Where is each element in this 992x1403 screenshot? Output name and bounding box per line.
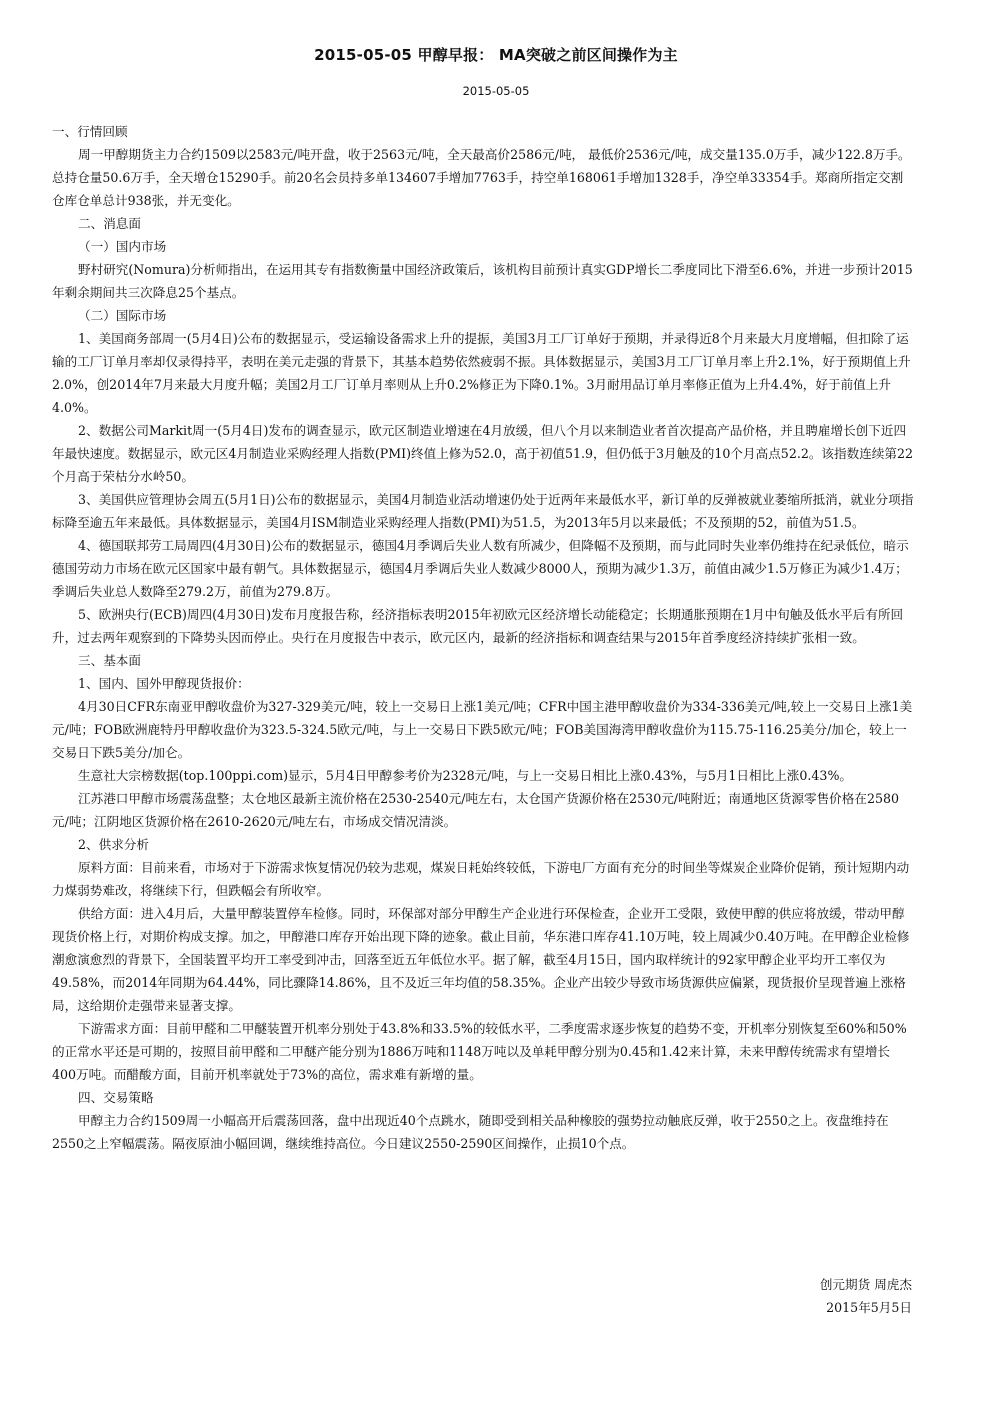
paragraph-raw-materials: 原料方面：目前来看，市场对于下游需求恢复情况仍较为悲观，煤炭日耗始终较低，下游电厂方面有充分的时间坐等煤炭企业降价促销，预计短期内动力煤弱势难改，将继续下行，但跌幅会有所收窄。 — [52, 860, 910, 898]
subheading-domestic-market: （一）国内市场 — [78, 239, 167, 254]
paragraph-trading-strategy: 甲醇主力合约1509周一小幅高开后震荡回落，盘中出现近40个点跳水，随即受到相关品种橡胶的强势拉动触底反弹，收于2550之上。夜盘维持在2550之上窄幅震荡。隔夜原油小幅回调，继续维持高位。今日建议2550-2590区间操作，止损10个点。 — [52, 1113, 889, 1151]
paragraph-downstream-demand: 下游需求方面：目前甲醛和二甲醚装置开机率分别处于43.8%和33.5%的较低水平，二季度需求逐步恢复的趋势不变，开机率分别恢复至60%和50%的正常水平还是可期的，按照目前甲醛和二甲醚产能分别为1886万吨和1148万吨以及单耗甲醇分别为0.45和1.42来计算，未来甲醇传统需求有望增长400万吨。而醋酸方面，目前开机率就处于73%的高位，需求难有新增的量。 — [52, 1021, 907, 1082]
paragraph-supply: 供给方面：进入4月后，大量甲醇装置停车检修。同时，环保部对部分甲醇生产企业进行环保检查，企业开工受限，致使甲醇的供应将放缓，带动甲醇现货价格上行，对期价构成支撑。加之，甲醇港口库存开始出现下降的迹象。截止目前，华东港口库存41.10万吨，较上周减少0.40万吨。在甲醇企业检修潮愈演愈烈的背景下，全国装置平均开工率受到冲击，回落至近五年低位水平。据了解，截至4月15日，国内取样统计的92家甲醇企业平均开工率仅为49.58%，而2014年同期为64.44%，同比骤降14.86%，且不及近三年均值的58.35%。企业产出较少导致市场货源供应偏紧，现货报价呈现普遍上涨格局，这给期价走强带来显著支撑。 — [52, 906, 910, 1013]
section-heading-market-review: 一、行情回顾 — [52, 124, 128, 139]
section-heading-news: 二、消息面 — [78, 216, 141, 231]
paragraph-intl-news-3: 3、美国供应管理协会周五(5月1日)公布的数据显示，美国4月制造业活动增速仍处于近两年来最低水平，新订单的反弹被就业萎缩所抵消，就业分项指标降至逾五年来最低。具体数据显示，美国4月ISM制造业采购经理人指数(PMI)为51.5，为2013年5月以来最低；不及预期的52，前值为51.5。 — [52, 492, 914, 530]
paragraph-spot-quotes-2: 生意社大宗榜数据(top.100ppi.com)显示，5月4日甲醇参考价为2328元/吨，与上一交易日相比上涨0.43%，与5月1日相比上涨0.43%。 — [78, 768, 853, 783]
signature-date: 2015年5月5日 — [826, 1300, 912, 1315]
paragraph-domestic-news: 野村研究(Nomura)分析师指出，在运用其专有指数衡量中国经济政策后，该机构目前预计真实GDP增长二季度同比下滑至6.6%，并进一步预计2015年剩余期间共三次降息25个基点。 — [52, 262, 913, 300]
paragraph-market-review: 周一甲醇期货主力合约1509以2583元/吨开盘，收于2563元/吨，全天最高价2586元/吨， 最低价2536元/吨，成交量135.0万手，减少122.8万手。总持仓量50.6万手，全天增仓15290手。前20名会员持多单134607手增加7763手，持空单168061手增加1328手，净空单33354手。郑商所指定交割仓库仓单总计938张，并无变化。 — [52, 147, 911, 208]
report-body — [52, 120, 914, 1155]
subheading-international-market: （二）国际市场 — [78, 308, 167, 323]
paragraph-spot-quotes-1: 4月30日CFR东南亚甲醇收盘价为327-329美元/吨，较上一交易日上涨1美元/吨；CFR中国主港甲醇收盘价为334-336美元/吨,较上一交易日上涨1美元/吨；FOB欧洲鹿特丹甲醇收盘价为323.5-324.5欧元/吨，与上一交易日下跌5欧元/吨；FOB美国海湾甲醇收盘价为115.75-116.25美分/加仑，较上一交易日下跌5美分/加仑。 — [52, 699, 913, 760]
paragraph-intl-news-5: 5、欧洲央行(ECB)周四(4月30日)发布月度报告称，经济指标表明2015年初欧元区经济增长动能稳定；长期通胀预期在1月中旬触及低水平后有所回升，过去两年观察到的下降势头因而停止。央行在月度报告中表示，欧元区内，最新的经济指标和调查结果与2015年首季度经济持续扩张相一致。 — [52, 607, 904, 645]
signature-block — [820, 1273, 912, 1319]
paragraph-spot-quotes-3: 江苏港口甲醇市场震荡盘整；太仓地区最新主流价格在2530-2540元/吨左右，太仓国产货源价格在2530元/吨附近；南通地区货源零售价格在2580元/吨；江阴地区货源价格在2610-2620元/吨左右，市场成交情况清淡。 — [52, 791, 900, 829]
section-heading-trading-strategy: 四、交易策略 — [78, 1090, 154, 1105]
paragraph-intl-news-4: 4、德国联邦劳工局周四(4月30日)公布的数据显示，德国4月季调后失业人数有所减少，但降幅不及预期，而与此同时失业率仍维持在纪录低位，暗示德国劳动力市场在欧元区国家中最有朝气。具体数据显示，德国4月季调后失业人数减少8000人，预期为减少1.3万，前值由减少1.5万修正为减少1.4万；季调后失业总人数降至279.2万，前值为279.8万。 — [52, 538, 909, 599]
paragraph-intl-news-2: 2、数据公司Markit周一(5月4日)发布的调查显示，欧元区制造业增速在4月放缓，但八个月以来制造业者首次提高产品价格，并且聘雇增长创下近四年最快速度。数据显示，欧元区4月制造业采购经理人指数(PMI)终值上修为52.0，高于初值51.9，但仍低于3月触及的10个月高点52.2。该指数连续第22个月高于荣枯分水岭50。 — [52, 423, 914, 484]
signature-author: 创元期货 周虎杰 — [819, 1277, 912, 1292]
section-heading-fundamentals: 三、基本面 — [78, 653, 141, 668]
subheading-supply-demand: 2、供求分析 — [78, 837, 149, 852]
report-title: 2015-05-05 甲醇早报： MA突破之前区间操作为主 — [314, 46, 678, 64]
paragraph-intl-news-1: 1、美国商务部周一(5月4日)公布的数据显示，受运输设备需求上升的提振，美国3月工厂订单好于预期，并录得近8个月来最大月度增幅，但扣除了运输的工厂订单月率却仅录得持平，表明在美元走强的背景下，其基本趋势依然疲弱不振。具体数据显示，美国3月工厂订单月率上升2.1%，好于预期值上升2.0%，创2014年7月来最大月度升幅；美国2月工厂订单月率则从上升0.2%修正为下降0.1%。3月耐用品订单月率修正值为上升4.4%，好于前值上升4.0%。 — [52, 331, 911, 415]
report-date: 2015-05-05 — [462, 84, 530, 98]
subheading-spot-quotes: 1、国内、国外甲醇现货报价： — [78, 676, 250, 691]
